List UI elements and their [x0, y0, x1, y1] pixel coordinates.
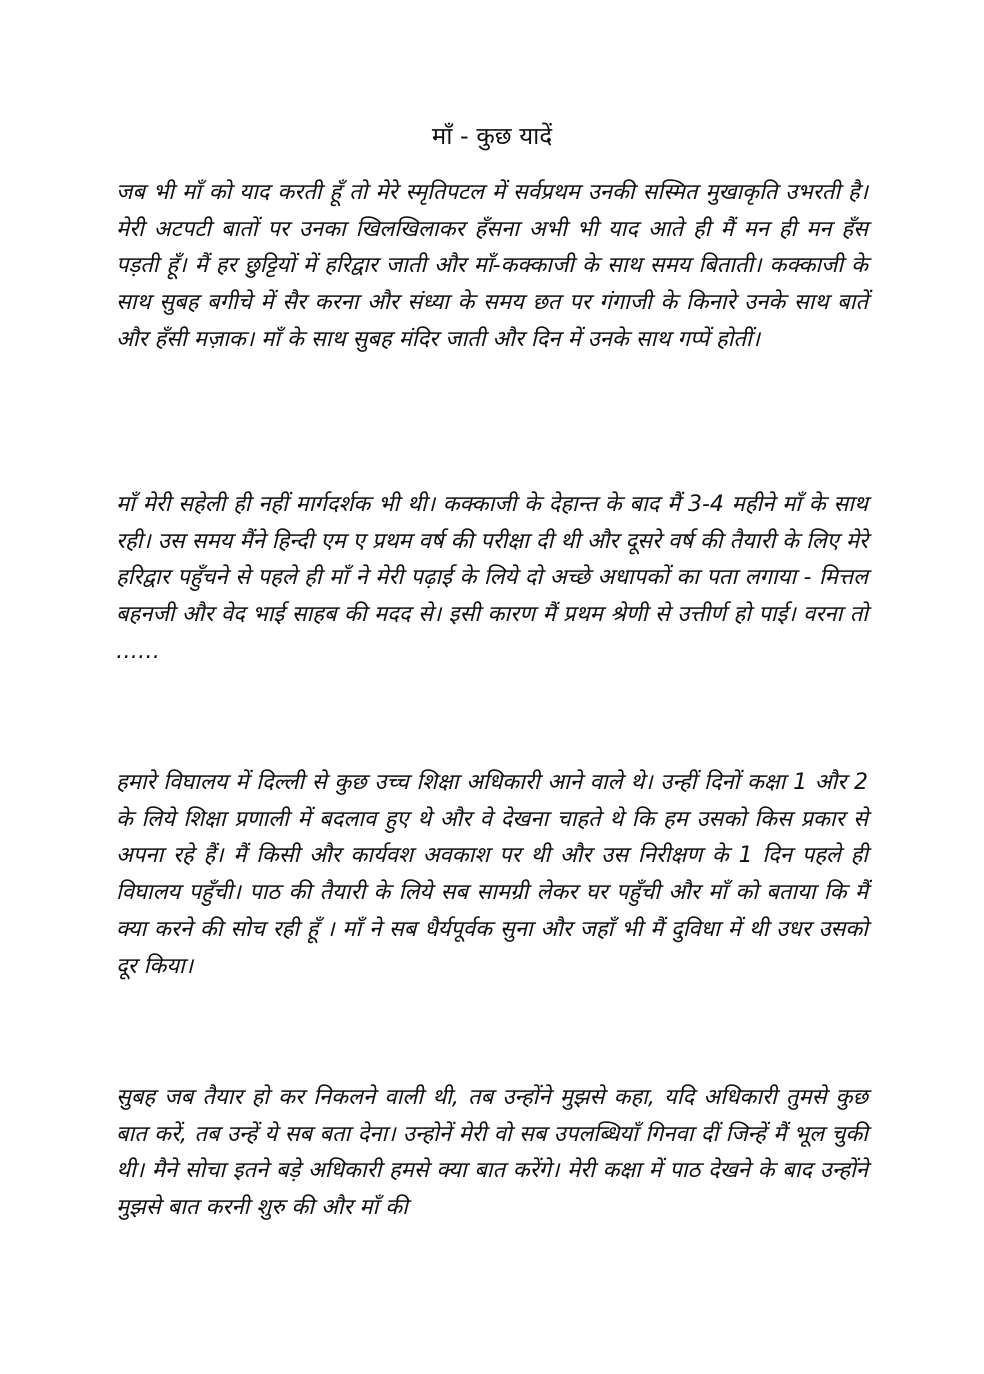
paragraph-4: सुबह जब तैयार हो कर निकलने वाली थी, तब उन्होंने मुझसे कहा, यदि अधिकारी तुमसे कुछ बात करें, तब उन्हें ये सब बता देना। उन्होनें मेरी वो सब उपलब्धियाँ गिनवा दीं जिन्हें मैं भूल चुकी थी। मैने सोचा इतने बड़े अधिकारी हमसे क्या बात करेंगे। मेरी कक्षा में पाठ देखने के बाद उन्होंने मुझसे बात करनी शुरु की और माँ की — [116, 1085, 868, 1221]
paragraph-1: जब भी माँ को याद करती हूँ तो मेरे स्मृतिपटल में सर्वप्रथम उनकी सस्मित मुखाकृति उभरती है। मेरी अटपटी बातों पर उनका खिलखिलाकर हँसना अभी भी याद आते ही मैं मन ही मन हँस पड़ती हूँ। मैं हर छुट्टियों में हरिद्वार जाती और माँ-कक्काजी के साथ समय बिताती। कक्काजी के साथ सुबह बगीचे में सैर करना और संध्या के समय छत पर गंगाजी के किनारे उनके साथ बातें और हँसी मज़ाक। माँ के साथ सुबह मंदिर जाती और दिन में उनके साथ गप्पें होतीं। — [116, 180, 868, 352]
paragraph-3: हमारे विघालय में दिल्ली से कुछ उच्च शिक्षा अधिकारी आने वाले थे। उन्हीं दिनों कक्षा 1 और 2 के लिये शिक्षा प्रणाली में बदलाव हुए थे और वे देखना चाहते थे कि हम उसको किस प्रकार से अपना रहे हैं। मैं किसी और कार्यवश अवकाश पर थी और उस निरीक्षण के 1 दिन पहले ही विघालय पहुँची। पाठ की तैयारी के लिये सब सामग्री लेकर घर पहुँची और माँ को बताया कि मैं क्या करने की सोच रही हूँ । माँ ने सब धैर्यपूर्वक सुना और जहाँ भी मैं दुविधा में थी उधर उसको दूर किया। — [116, 770, 868, 979]
document-title: माँ - कुछ यादें — [431, 122, 553, 150]
paragraph-2: माँ मेरी सहेली ही नहीं मार्गदर्शक भी थी। कक्काजी के देहान्त के बाद मैं 3-4 महीने माँ के साथ रही। उस समय मैंने हिन्दी एम ए प्रथम वर्ष की परीक्षा दी थी और दूसरे वर्ष की तैयारी के लिए मेरे हरिद्वार पहुँचने से पहले ही माँ ने मेरी पढ़ाई के लिये दो अच्छे अधापकों का पता लगाया - मित्तल बहनजी और वेद भाई साहब की मदद से। इसी कारण मैं प्रथम श्रेणी से उत्तीर्ण हो पाई। वरना तो …… — [116, 492, 868, 664]
